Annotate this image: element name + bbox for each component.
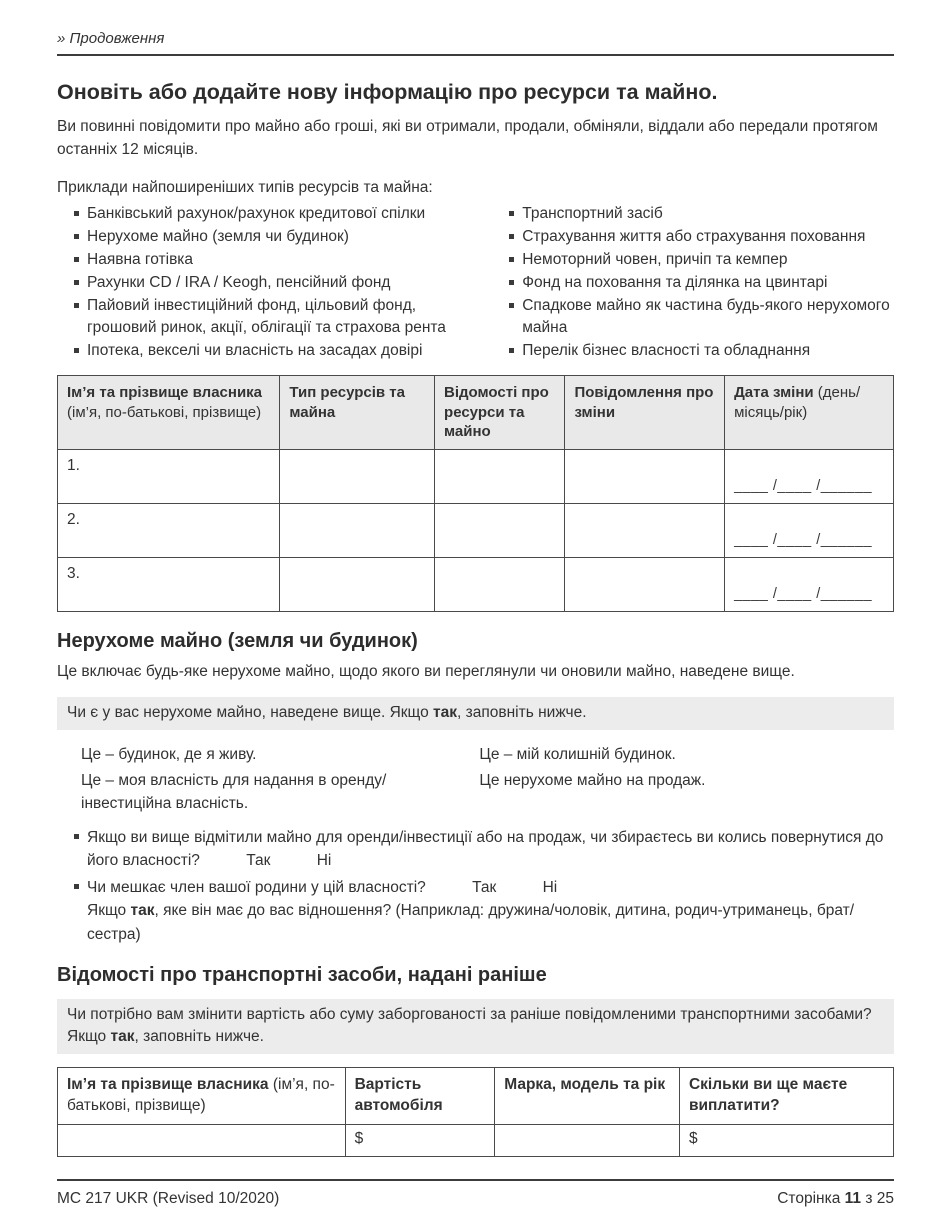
option-home[interactable]: Це – будинок, де я живу. <box>81 745 257 763</box>
table-row <box>58 558 894 612</box>
col-header-owner-name-sub: (ім’я, по-батькові, прізвище) <box>67 403 262 421</box>
real-estate-questions <box>57 826 894 946</box>
followup-bold: так <box>130 902 155 920</box>
examples-right-list <box>492 203 894 362</box>
vehicles-table <box>57 1067 894 1157</box>
followup-post: , яке він має до вас відношення? (Наприклад: дружина/чоловік, дитина, родич-утриманець, брат/сестра) <box>87 902 855 943</box>
question-item <box>74 876 894 946</box>
resources-intro: Ви повинні повідомити про майно або гроші, які ви отримали, продали, обміняли, віддали або передали протягом останніх 12 місяців. <box>57 118 878 159</box>
col-header-vehicle-make: Марка, модель та рік <box>495 1067 680 1124</box>
question-bold: так <box>110 1028 135 1046</box>
page-indicator <box>777 1190 894 1208</box>
resource-type-cell[interactable] <box>280 504 435 558</box>
list-item: Пайовий інвестиційний фонд, цільовий фонд, грошовий ринок, акції, облігації та страхова рента <box>74 295 470 339</box>
no-option[interactable]: Ні <box>316 851 332 869</box>
page-label: Сторінка <box>777 1190 845 1207</box>
owner-name-cell[interactable]: 1. <box>58 450 280 504</box>
col-header-owner-name-main: Ім’я та прізвище власника <box>67 383 263 401</box>
yes-option[interactable]: Так <box>246 851 271 869</box>
col-header-change-date-sub: (день/місяць/рік) <box>734 383 861 421</box>
owner-name-cell[interactable]: 2. <box>58 504 280 558</box>
question-text: Чи є у вас нерухоме майно, наведене вище. Якщо <box>67 704 434 722</box>
col-header-resource-details: Відомості про ресурси та майно <box>435 375 565 449</box>
yes-option[interactable]: Так <box>472 879 497 897</box>
followup-pre: Якщо <box>87 902 131 920</box>
list-item: Іпотека, векселі чи власність на засадах довірі <box>74 340 470 362</box>
change-date-cell[interactable]: ____ /____ /______ <box>725 504 894 558</box>
continuation-label: » Продовження <box>57 30 165 47</box>
real-estate-options <box>57 743 894 819</box>
col-header-vehicle-owner-sub: (ім’я, по-батькові, прізвище) <box>67 1075 335 1114</box>
col-header-vehicle-owner <box>58 1067 346 1124</box>
resource-details-cell[interactable] <box>435 450 565 504</box>
question-item <box>74 826 894 873</box>
continuation-header <box>57 30 894 56</box>
followup-text <box>87 899 894 946</box>
col-header-change-date-main: Дата зміни <box>734 383 814 401</box>
question-text: Чи потрібно вам змінити вартість або суму заборгованості за раніше повідомленими транспортними засобами? Якщо <box>67 1005 872 1046</box>
vehicle-owed-cell[interactable]: $ <box>679 1124 893 1156</box>
vehicles-section-title: Відомості про транспортні засоби, надані раніше <box>57 963 547 986</box>
question-text: , заповніть нижче. <box>134 1028 264 1046</box>
real-estate-section-title: Нерухоме майно (земля чи будинок) <box>57 630 418 653</box>
change-report-cell[interactable] <box>565 558 725 612</box>
vehicle-owner-cell[interactable] <box>58 1124 346 1156</box>
resources-table <box>57 375 894 612</box>
list-item: Нерухоме майно (земля чи будинок) <box>74 226 470 248</box>
change-date-cell[interactable]: ____ /____ /______ <box>725 450 894 504</box>
change-report-cell[interactable] <box>565 504 725 558</box>
vehicles-table-header-row <box>58 1067 894 1124</box>
real-estate-intro: Це включає будь-яке нерухоме майно, щодо якого ви переглянули чи оновили майно, наведене вище. <box>57 663 795 681</box>
col-header-change-date <box>725 375 894 449</box>
question-text: Якщо ви вище відмітили майно для оренди/інвестиції або на продаж, чи збираєтесь ви колись повернутися до його власності? <box>87 828 884 869</box>
table-row <box>58 1124 894 1156</box>
col-header-vehicle-owner-main: Ім’я та прізвище власника <box>67 1075 269 1093</box>
no-option[interactable]: Ні <box>542 879 558 897</box>
col-header-change-report: Повідомлення про зміни <box>565 375 725 449</box>
vehicles-question-bar <box>57 999 894 1054</box>
options-left-column <box>81 743 479 819</box>
resources-section-title: Оновіть або додайте нову інформацію про ресурси та майно. <box>57 80 718 104</box>
examples-left-column <box>57 203 492 363</box>
option-rental[interactable]: Це – моя власність для надання в оренду/інвестиційна власність. <box>81 772 387 813</box>
option-former-home[interactable]: Це – мій колишній будинок. <box>479 745 676 763</box>
resource-type-cell[interactable] <box>280 450 435 504</box>
list-item: Спадкове майно як частина будь-якого нерухомого майна <box>509 295 894 339</box>
col-header-owner-name <box>58 375 280 449</box>
list-item: Перелік бізнес власності та обладнання <box>509 340 894 362</box>
col-header-vehicle-value: Вартість автомобіля <box>345 1067 495 1124</box>
change-date-cell[interactable]: ____ /____ /______ <box>725 558 894 612</box>
list-item: Фонд на поховання та ділянка на цвинтарі <box>509 272 894 294</box>
question-bold: так <box>433 704 458 722</box>
page-total: з 25 <box>861 1190 894 1207</box>
resource-type-cell[interactable] <box>280 558 435 612</box>
list-item: Немоторний човен, причіп та кемпер <box>509 249 894 271</box>
real-estate-question-bar <box>57 697 894 729</box>
list-item: Транспортний засіб <box>509 203 894 225</box>
resources-table-header-row <box>58 375 894 449</box>
options-right-column <box>479 743 894 819</box>
question-text: , заповніть нижче. <box>457 704 587 722</box>
table-row <box>58 450 894 504</box>
examples-left-list <box>57 203 470 362</box>
owner-name-cell[interactable]: 3. <box>58 558 280 612</box>
page-number: 11 <box>844 1190 862 1207</box>
resource-details-cell[interactable] <box>435 558 565 612</box>
list-item: Наявна готівка <box>74 249 470 271</box>
examples-label: Приклади найпоширеніших типів ресурсів та майна: <box>57 178 433 196</box>
examples-right-column <box>492 203 894 363</box>
examples-columns <box>57 203 894 363</box>
question-text: Чи мешкає член вашої родини у цій власності? <box>87 879 426 897</box>
option-for-sale[interactable]: Це нерухоме майно на продаж. <box>479 772 706 790</box>
vehicle-value-cell[interactable]: $ <box>345 1124 495 1156</box>
form-number: MC 217 UKR (Revised 10/2020) <box>57 1190 280 1207</box>
col-header-vehicle-owed: Скільки ви ще маєте виплатити? <box>679 1067 893 1124</box>
page-footer <box>57 1179 894 1208</box>
list-item: Рахунки CD / IRA / Keogh, пенсійний фонд <box>74 272 470 294</box>
vehicle-make-cell[interactable] <box>495 1124 680 1156</box>
resource-details-cell[interactable] <box>435 504 565 558</box>
table-row <box>58 504 894 558</box>
col-header-resource-type: Тип ресурсів та майна <box>280 375 435 449</box>
change-report-cell[interactable] <box>565 450 725 504</box>
list-item: Страхування життя або страхування поховання <box>509 226 894 248</box>
list-item: Банківський рахунок/рахунок кредитової спілки <box>74 203 470 225</box>
